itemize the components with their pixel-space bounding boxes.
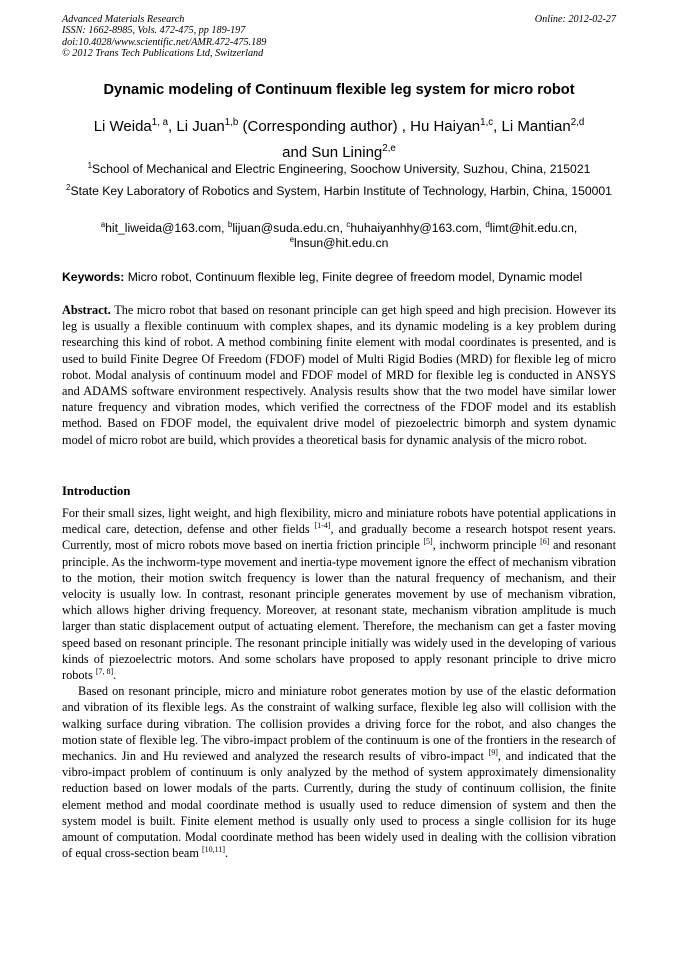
author-sup: 1,c <box>480 117 494 128</box>
abstract-text: The micro robot that based on resonant principle can get high speed and high precision. However its leg is usually a flexible continuum with complex shapes, and its dynamic modeling is a key problem during researching this kind of robot. A method combining finite element with modal coordinates is presented, and is used to build Finite Degree Of Freedom (FDOF) model of Multi Rigid Bodies (MRD) for flexible leg of micro robot. Modal analysis of continuum model and FDOF model of MRD for flexible leg is conducted in ANSYS and ADAMS software environment respectively. Analysis results show that the two model have similar lower nature frequency and vibration modes, which verified the correctness of the FDOF model and its establish method. Based on FDOF model, the equivalent drive model of piezoelectric bimorph and system dynamic model of micro robot are build, which provides a theoretical basis for dynamic analysis of the micro robot. <box>62 303 616 447</box>
email-link[interactable]: huhaiyanhhy@163.com, <box>350 221 482 235</box>
citation[interactable]: [10,11] <box>202 845 225 855</box>
journal-name: Advanced Materials Research <box>62 14 185 25</box>
paragraph-text: , inchworm principle <box>432 538 541 553</box>
email-link[interactable]: lijuan@suda.edu.cn, <box>232 221 343 235</box>
email-list <box>62 221 616 250</box>
affiliation-sup: 2 <box>66 182 71 192</box>
email-sup: e <box>289 234 295 244</box>
author-name: Sun Lining <box>311 144 383 161</box>
citation[interactable]: [5] <box>423 537 433 547</box>
paragraph <box>62 683 616 861</box>
keywords-text: Micro robot, Continuum flexible leg, Finite degree of freedom model, Dynamic model <box>127 270 583 284</box>
author-list: Li Weida$^{1, a}$, Li Juan$^{1,b}$ (Corresponding author) , Hu Haiyan$^{1,c}$, Li Mantian$^{2,d}$ and Sun Lining$^{2,e}$ <box>93 117 585 161</box>
paragraph-text: . <box>225 846 229 861</box>
email-link[interactable]: hit_liweida@163.com, <box>105 221 225 235</box>
email-link[interactable]: limt@hit.edu.cn, <box>489 221 578 235</box>
author-name: Hu Haiyan <box>410 118 481 135</box>
author-sup: 1,b <box>224 117 239 128</box>
introduction-body <box>62 505 616 861</box>
paragraph-text: For their small sizes, light weight, and high flexibility, micro and miniature robots have potential applications in medical care, detection, defense and other fields <box>62 506 616 537</box>
online-date: Online: 2012-02-27 <box>534 14 616 25</box>
author-name: Li Juan <box>176 118 225 135</box>
citation[interactable]: [6] <box>540 537 550 547</box>
paragraph-text: , and indicated that the vibro-impact problem of continuum is only analyzed by the method of system approximately dimensionality reduction based on lower modals of the parts. Currently, during the study of continuum collision, the finite element method and modal coordinate method is usually used to reduce dimension of system and then the system model is built. Finite element method is usually only used to process a single collision for its huge amount of computation. Modal coordinate method has been widely used in dealing with the collision vibration of equal cross-section beam <box>62 749 616 861</box>
paragraph-text: Based on resonant principle, micro and miniature robot generates motion by use of the elastic deformation and vibration of its flexible legs. As the constraint of walking surface, flexible leg also will collision with the walking surface during vibration. The collision provides a driving force for the robot, and also changes the motion state of flexible leg. The vibro-impact problem of the continuum is one of the frontiers in the research of mechanics. Jin and Hu reviewed and analyzed the research results of vibro-impact <box>62 684 616 764</box>
affiliation-text: School of Mechanical and Electric Engineering, Soochow University, Suzhou, China, 215021 <box>92 162 591 176</box>
email-sup: c <box>346 219 351 229</box>
citation[interactable]: [7, 8] <box>95 666 114 676</box>
abstract <box>62 302 616 448</box>
paragraph <box>62 505 616 683</box>
affiliation-sup: 1 <box>87 160 92 170</box>
author-name: Li Mantian <box>501 118 571 135</box>
citation[interactable]: [1-4] <box>314 521 331 531</box>
abstract-label: Abstract. <box>62 303 111 317</box>
paragraph-text: , and gradually become a research hotspot resent years. Currently, most of micro robots move based on inertia friction principle <box>62 522 616 553</box>
keywords <box>62 270 616 284</box>
paragraph-text: and resonant principle. As the inchworm-type movement and inertia-type movement ignore the effect of mechanism vibration to the motion, their motion switch frequency is lower than the natural frequency of mechanism, and their velocity is usually low. In contrast, resonant principle generates movement by use of mechanism vibration, which allows higher driving frequency. Moreover, at resonant state, mechanism vibration amplitude is much larger than static displacement output of actuating element. Therefore, the mechanism can get a faster moving speed based on resonant principle. The resonant principle initially was widely used in the developing of various kinds of piezoelectric motors. And some scholars have proposed to apply resonant principle to drive micro robots <box>62 538 616 683</box>
author-note: (Corresponding author) <box>242 118 398 135</box>
author-sup: 2,e <box>382 143 396 154</box>
journal-issn: ISSN: 1662-8985, Vols. 472-475, pp 189-197 <box>62 25 246 37</box>
citation[interactable]: [9] <box>488 747 498 757</box>
journal-copyright: © 2012 Trans Tech Publications Ltd, Switzerland <box>62 48 264 60</box>
email-sup: d <box>485 219 490 229</box>
email-sup: a <box>100 219 106 229</box>
section-heading: Introduction <box>62 484 131 498</box>
email-sup: b <box>227 219 233 229</box>
paragraph-text: . <box>113 668 117 683</box>
email-link[interactable]: lnsun@hit.edu.cn <box>294 235 389 250</box>
affiliation-1 <box>62 162 616 177</box>
paper-title: Dynamic modeling of Continuum flexible leg system for micro robot <box>103 82 575 98</box>
keywords-label: Keywords: <box>62 270 125 284</box>
journal-doi: doi:10.4028/www.scientific.net/AMR.472-475.189 <box>62 36 267 48</box>
author-sup: 1, a <box>151 117 169 128</box>
journal-header <box>62 14 616 60</box>
affiliation-text: State Key Laboratory of Robotics and System, Harbin Institute of Technology, Harbin, China, 150001 <box>70 184 612 198</box>
author-sup: 2,d <box>570 117 585 128</box>
affiliation-2 <box>62 184 616 199</box>
author-name: Li Weida <box>93 118 152 135</box>
